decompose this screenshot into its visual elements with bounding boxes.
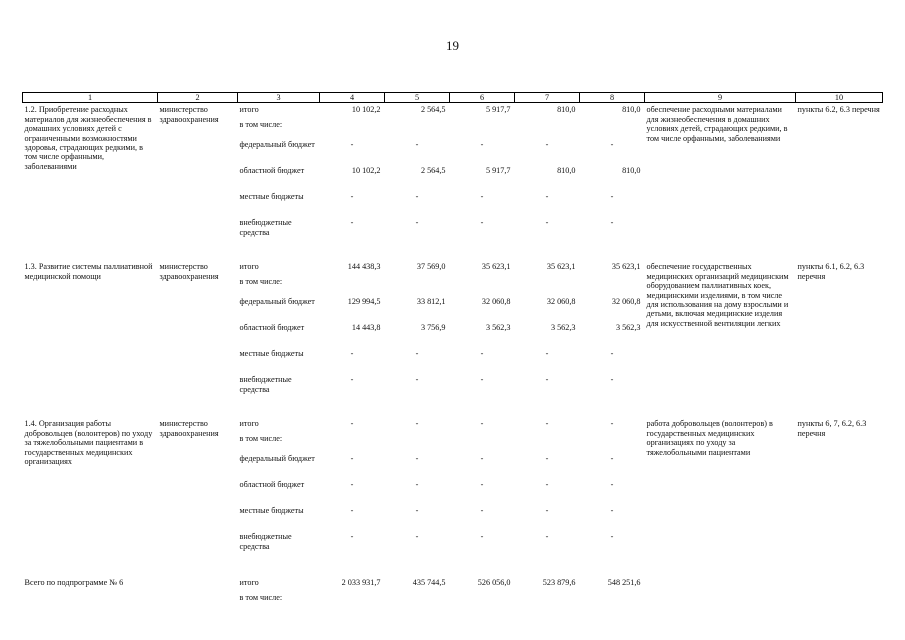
funding-value: - bbox=[350, 349, 354, 359]
funding-value: - bbox=[545, 349, 549, 359]
funding-value: - bbox=[610, 192, 614, 202]
funding-source: федеральный бюджет bbox=[239, 140, 315, 150]
spacer-cell bbox=[23, 401, 883, 419]
funding-value: 10 102,2 bbox=[351, 105, 381, 115]
funding-value bbox=[450, 118, 515, 140]
funding-value bbox=[515, 275, 580, 297]
funding-value: 435 744,5 bbox=[412, 578, 446, 588]
funding-source: местные бюджеты bbox=[239, 506, 304, 516]
funding-value: 32 060,8 bbox=[546, 297, 576, 307]
funding-value bbox=[580, 275, 645, 297]
column-header: 6 bbox=[450, 93, 515, 103]
funding-source: местные бюджеты bbox=[239, 192, 304, 202]
funding-value: - bbox=[350, 375, 354, 385]
funding-value: - bbox=[480, 140, 484, 150]
measure-title: Всего по подпрограмме № 6 bbox=[24, 578, 124, 588]
funding-source: федеральный бюджет bbox=[239, 454, 315, 464]
spacer-row bbox=[23, 244, 883, 262]
funding-source: федеральный бюджет bbox=[239, 297, 315, 307]
responsible-executor: министерство здравоохранения bbox=[159, 419, 219, 438]
funding-value: - bbox=[610, 218, 614, 228]
funding-value: - bbox=[480, 419, 484, 429]
measure-title: 1.4. Организация работы добровольцев (волонтеров) по уходу за тяжелобольными пациентами в государственных медицинских организациях bbox=[24, 419, 153, 467]
funding-value: 2 564,5 bbox=[420, 105, 446, 115]
funding-value: - bbox=[545, 192, 549, 202]
funding-source: в том числе: bbox=[239, 593, 283, 603]
funding-value: - bbox=[415, 532, 419, 542]
funding-source: в том числе: bbox=[239, 120, 283, 130]
expected-result: обеспечение расходными материалами для жизнеобеспечения в домашних условиях детей, страдающих редкими, в том числе орфанными, заболеваниями bbox=[646, 105, 788, 143]
funding-value: - bbox=[610, 454, 614, 464]
funding-value: - bbox=[545, 375, 549, 385]
table-row bbox=[23, 262, 883, 275]
funding-value: 32 060,8 bbox=[481, 297, 511, 307]
funding-value: - bbox=[480, 192, 484, 202]
funding-value: 810,0 bbox=[557, 105, 576, 115]
expected-result: обеспечение государственных медицинских организаций медицинским оборудованием паллиативных коек, медицинскими изделиями, в том числе для использования на дому взрослыми и детьми, включая медицинские изделия для искусственной вентиляции легких bbox=[646, 262, 789, 328]
column-header: 2 bbox=[158, 93, 238, 103]
funding-value bbox=[580, 432, 645, 454]
funding-value: - bbox=[545, 218, 549, 228]
spacer-cell bbox=[23, 558, 883, 578]
funding-value: 14 443,8 bbox=[351, 323, 381, 333]
funding-value: - bbox=[350, 419, 354, 429]
funding-value: - bbox=[350, 192, 354, 202]
column-header: 5 bbox=[385, 93, 450, 103]
funding-value: - bbox=[415, 218, 419, 228]
funding-value: - bbox=[610, 375, 614, 385]
funding-value: 37 569,0 bbox=[416, 262, 446, 272]
expected-result bbox=[645, 578, 796, 613]
funding-value: 33 812,1 bbox=[416, 297, 446, 307]
funding-value: 10 102,2 bbox=[351, 166, 381, 176]
funding-value: - bbox=[480, 480, 484, 490]
funding-value bbox=[515, 591, 580, 613]
spacer-row bbox=[23, 558, 883, 578]
table-row bbox=[23, 419, 883, 432]
funding-source: внебюджетные средства bbox=[239, 218, 292, 237]
funding-value: 35 623,1 bbox=[611, 262, 641, 272]
funding-value: - bbox=[480, 218, 484, 228]
funding-value: 526 056,0 bbox=[477, 578, 511, 588]
column-header: 3 bbox=[238, 93, 320, 103]
funding-value: - bbox=[350, 480, 354, 490]
spacer-cell bbox=[23, 244, 883, 262]
funding-source: внебюджетные средства bbox=[239, 532, 292, 551]
funding-value: - bbox=[545, 454, 549, 464]
funding-value: - bbox=[480, 532, 484, 542]
funding-value: - bbox=[415, 480, 419, 490]
indicator-reference bbox=[796, 578, 883, 613]
funding-value: - bbox=[415, 454, 419, 464]
funding-source: итого bbox=[239, 105, 259, 115]
funding-value: - bbox=[610, 419, 614, 429]
funding-value: - bbox=[350, 506, 354, 516]
indicator-reference: пункты 6.2, 6.3 перечня bbox=[797, 105, 880, 115]
subprogram-table bbox=[22, 92, 883, 613]
column-number-row bbox=[23, 93, 883, 103]
funding-value: - bbox=[415, 140, 419, 150]
column-header: 7 bbox=[515, 93, 580, 103]
spacer-row bbox=[23, 401, 883, 419]
funding-value: - bbox=[350, 532, 354, 542]
expected-result: работа добровольцев (волонтеров) в государственных медицинских организациях по уходу за тяжелобольными пациентами bbox=[646, 419, 773, 457]
funding-source: местные бюджеты bbox=[239, 349, 304, 359]
funding-value: 3 562,3 bbox=[615, 323, 641, 333]
funding-value: 523 879,6 bbox=[542, 578, 576, 588]
funding-value: - bbox=[545, 140, 549, 150]
column-header: 8 bbox=[580, 93, 645, 103]
funding-source: внебюджетные средства bbox=[239, 375, 292, 394]
funding-value: - bbox=[415, 419, 419, 429]
funding-source: областной бюджет bbox=[239, 323, 305, 333]
funding-value: 32 060,8 bbox=[611, 297, 641, 307]
funding-value: 810,0 bbox=[557, 166, 576, 176]
responsible-executor bbox=[158, 578, 238, 613]
funding-value bbox=[385, 591, 450, 613]
funding-value: 3 756,9 bbox=[420, 323, 446, 333]
funding-value: - bbox=[610, 480, 614, 490]
funding-value: 35 623,1 bbox=[481, 262, 511, 272]
funding-value: - bbox=[545, 532, 549, 542]
funding-value bbox=[450, 275, 515, 297]
funding-value bbox=[320, 275, 385, 297]
funding-value: - bbox=[610, 140, 614, 150]
funding-value bbox=[385, 432, 450, 454]
funding-value: - bbox=[610, 532, 614, 542]
indicator-reference: пункты 6, 7, 6.2, 6.3 перечня bbox=[797, 419, 867, 438]
funding-value: 5 917,7 bbox=[485, 105, 511, 115]
table-row bbox=[23, 578, 883, 591]
funding-value: 3 562,3 bbox=[485, 323, 511, 333]
funding-source: в том числе: bbox=[239, 434, 283, 444]
funding-value bbox=[385, 275, 450, 297]
funding-value bbox=[580, 118, 645, 140]
funding-value: 810,0 bbox=[622, 166, 641, 176]
funding-value bbox=[320, 118, 385, 140]
funding-value: - bbox=[545, 506, 549, 516]
funding-value bbox=[320, 432, 385, 454]
funding-source: областной бюджет bbox=[239, 480, 305, 490]
funding-value: 3 562,3 bbox=[550, 323, 576, 333]
funding-source: итого bbox=[239, 578, 259, 588]
funding-source: областной бюджет bbox=[239, 166, 305, 176]
funding-value: - bbox=[415, 192, 419, 202]
funding-source: в том числе: bbox=[239, 277, 283, 287]
measure-title: 1.3. Развитие системы паллиативной медицинской помощи bbox=[24, 262, 153, 281]
funding-value: 2 033 931,7 bbox=[341, 578, 381, 588]
funding-value: 810,0 bbox=[622, 105, 641, 115]
funding-value bbox=[320, 591, 385, 613]
funding-value bbox=[450, 432, 515, 454]
funding-value: - bbox=[480, 454, 484, 464]
funding-value bbox=[515, 118, 580, 140]
funding-value bbox=[515, 432, 580, 454]
funding-source: итого bbox=[239, 419, 259, 429]
funding-value: - bbox=[480, 349, 484, 359]
funding-value: - bbox=[350, 454, 354, 464]
funding-value: 548 251,6 bbox=[607, 578, 641, 588]
column-header: 10 bbox=[796, 93, 883, 103]
funding-value: - bbox=[415, 506, 419, 516]
funding-value: - bbox=[415, 375, 419, 385]
funding-value bbox=[450, 591, 515, 613]
funding-value: - bbox=[480, 375, 484, 385]
funding-value: 5 917,7 bbox=[485, 166, 511, 176]
page-number: 19 bbox=[446, 38, 459, 53]
funding-value bbox=[385, 118, 450, 140]
funding-value: - bbox=[545, 419, 549, 429]
funding-value: - bbox=[545, 480, 549, 490]
funding-value: - bbox=[480, 506, 484, 516]
funding-value: - bbox=[610, 506, 614, 516]
column-header: 9 bbox=[645, 93, 796, 103]
funding-value: 2 564,5 bbox=[420, 166, 446, 176]
funding-source: итого bbox=[239, 262, 259, 272]
table-row bbox=[23, 105, 883, 118]
funding-value: 35 623,1 bbox=[546, 262, 576, 272]
responsible-executor: министерство здравоохранения bbox=[159, 262, 219, 281]
measure-title: 1.2. Приобретение расходных материалов для жизнеобеспечения в домашних условиях детей с ограниченными возможностями здоровья, страдающих редкими, в том числе орфанными, заболеваниями bbox=[24, 105, 152, 171]
funding-value: - bbox=[415, 349, 419, 359]
funding-value: - bbox=[610, 349, 614, 359]
column-header: 4 bbox=[320, 93, 385, 103]
funding-value: - bbox=[350, 218, 354, 228]
funding-value: 144 438,3 bbox=[347, 262, 381, 272]
column-header: 1 bbox=[23, 93, 158, 103]
funding-value: 129 994,5 bbox=[347, 297, 381, 307]
funding-value: - bbox=[350, 140, 354, 150]
funding-value bbox=[580, 591, 645, 613]
responsible-executor: министерство здравоохранения bbox=[159, 105, 219, 124]
indicator-reference: пункты 6.1, 6.2, 6.3 перечня bbox=[797, 262, 865, 281]
